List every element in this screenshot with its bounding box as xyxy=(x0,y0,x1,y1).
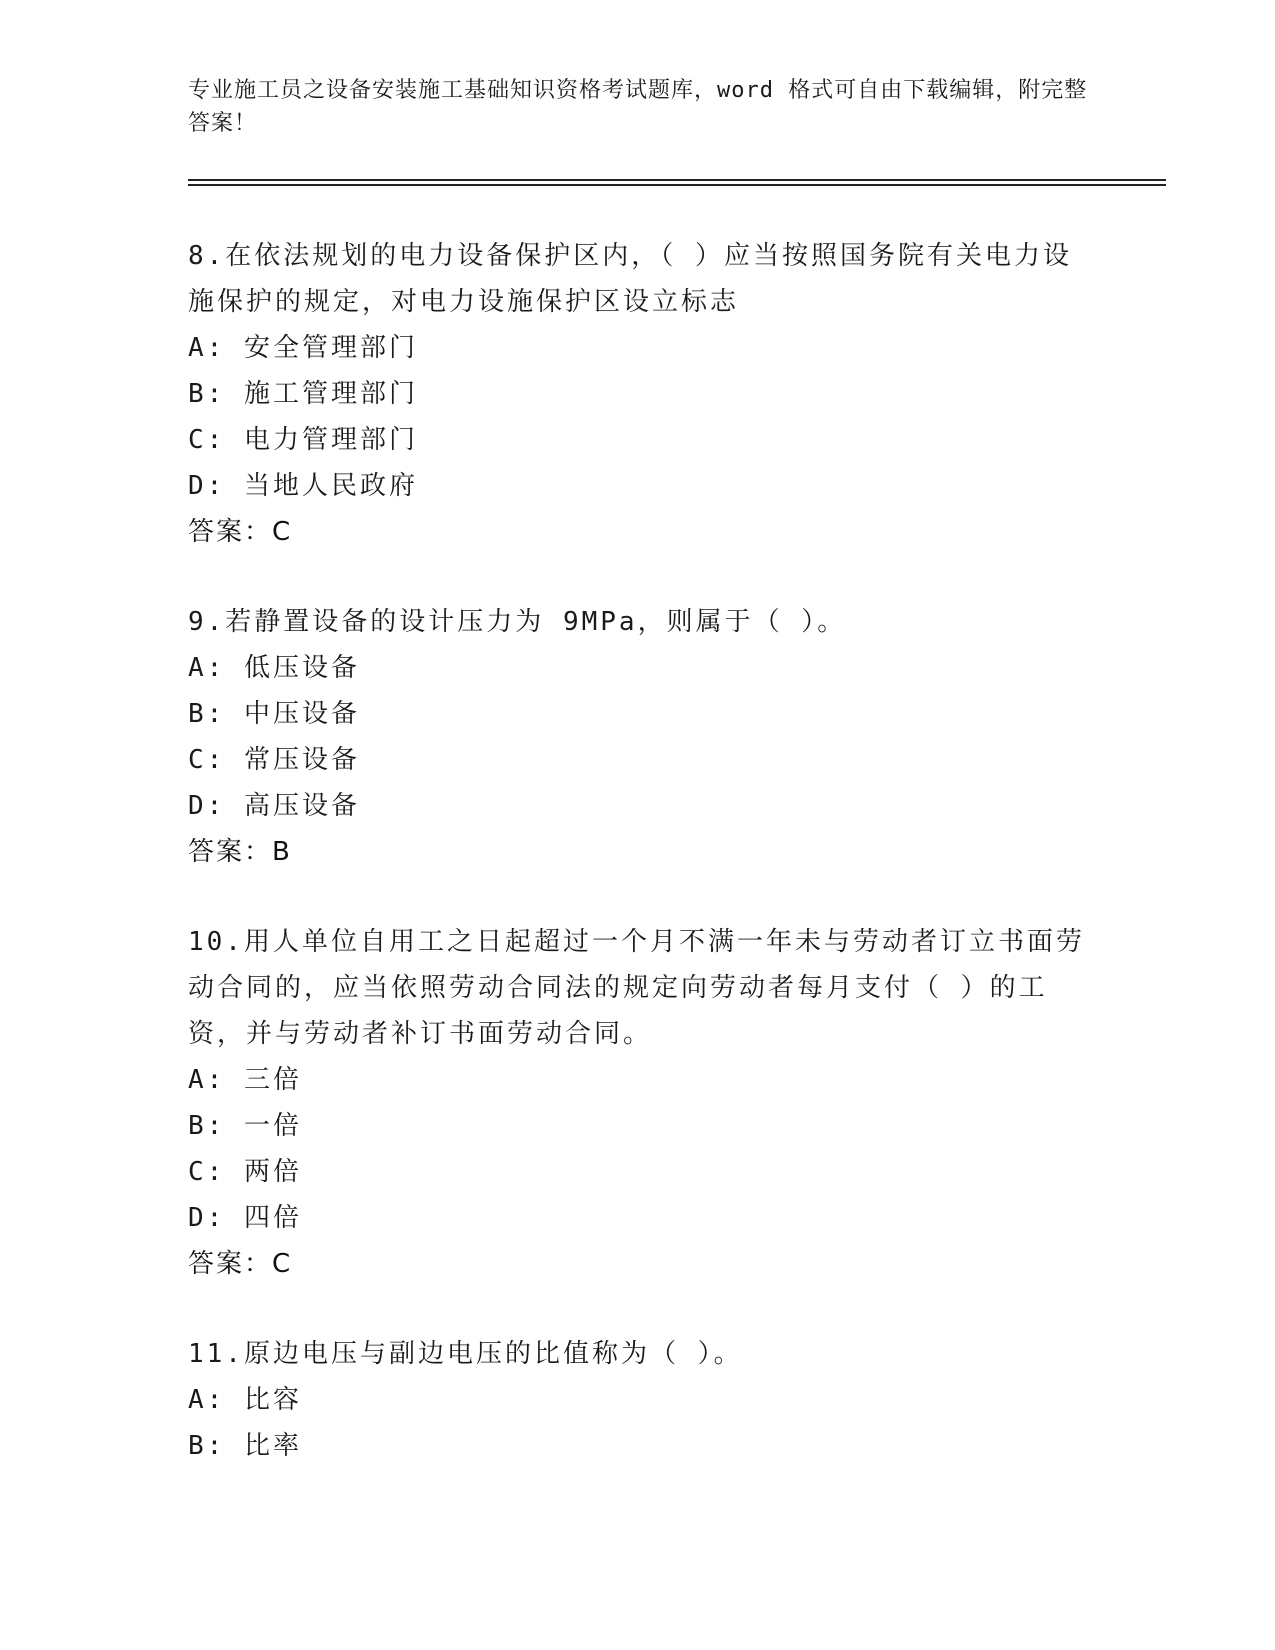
answer-label: 答案：C xyxy=(188,1249,293,1279)
option-d: D: 高压设备 xyxy=(188,791,360,821)
question-8 xyxy=(188,233,1088,555)
question-text: 8.在依法规划的电力设备保护区内，（ ）应当按照国务院有关电力设施保护的规定，对电力设施保护区设立标志 xyxy=(188,241,1072,317)
option-a: A: 安全管理部门 xyxy=(188,333,418,363)
answer-label: 答案：B xyxy=(188,837,292,867)
answer-label: 答案：C xyxy=(188,517,293,547)
option-c: C: 两倍 xyxy=(188,1157,302,1187)
option-b: B: 施工管理部门 xyxy=(188,379,418,409)
question-text: 9.若静置设备的设计压力为 9MPa，则属于（ ）。 xyxy=(188,607,847,637)
question-list xyxy=(188,233,1088,1513)
option-a: A: 三倍 xyxy=(188,1065,302,1095)
question-text: 11.原边电压与副边电压的比值称为（ ）。 xyxy=(188,1339,743,1369)
option-b: B: 比率 xyxy=(188,1431,302,1461)
header-divider-bottom xyxy=(188,184,1166,186)
option-c: C: 常压设备 xyxy=(188,745,360,775)
option-b: B: 中压设备 xyxy=(188,699,360,729)
option-c: C: 电力管理部门 xyxy=(188,425,418,455)
question-text: 10.用人单位自用工之日起超过一个月不满一年未与劳动者订立书面劳动合同的，应当依照劳动合同法的规定向劳动者每月支付（ ）的工资，并与劳动者补订书面劳动合同。 xyxy=(188,927,1085,1049)
option-a: A: 比容 xyxy=(188,1385,302,1415)
option-b: B: 一倍 xyxy=(188,1111,302,1141)
header-divider-top xyxy=(188,179,1166,181)
document-intro: 专业施工员之设备安装施工基础知识资格考试题库，word 格式可自由下载编辑，附完整答案！ xyxy=(188,78,1088,136)
question-9 xyxy=(188,599,1088,875)
option-a: A: 低压设备 xyxy=(188,653,360,683)
question-11 xyxy=(188,1331,1088,1469)
option-d: D: 四倍 xyxy=(188,1203,302,1233)
option-d: D: 当地人民政府 xyxy=(188,471,418,501)
question-10 xyxy=(188,919,1088,1287)
